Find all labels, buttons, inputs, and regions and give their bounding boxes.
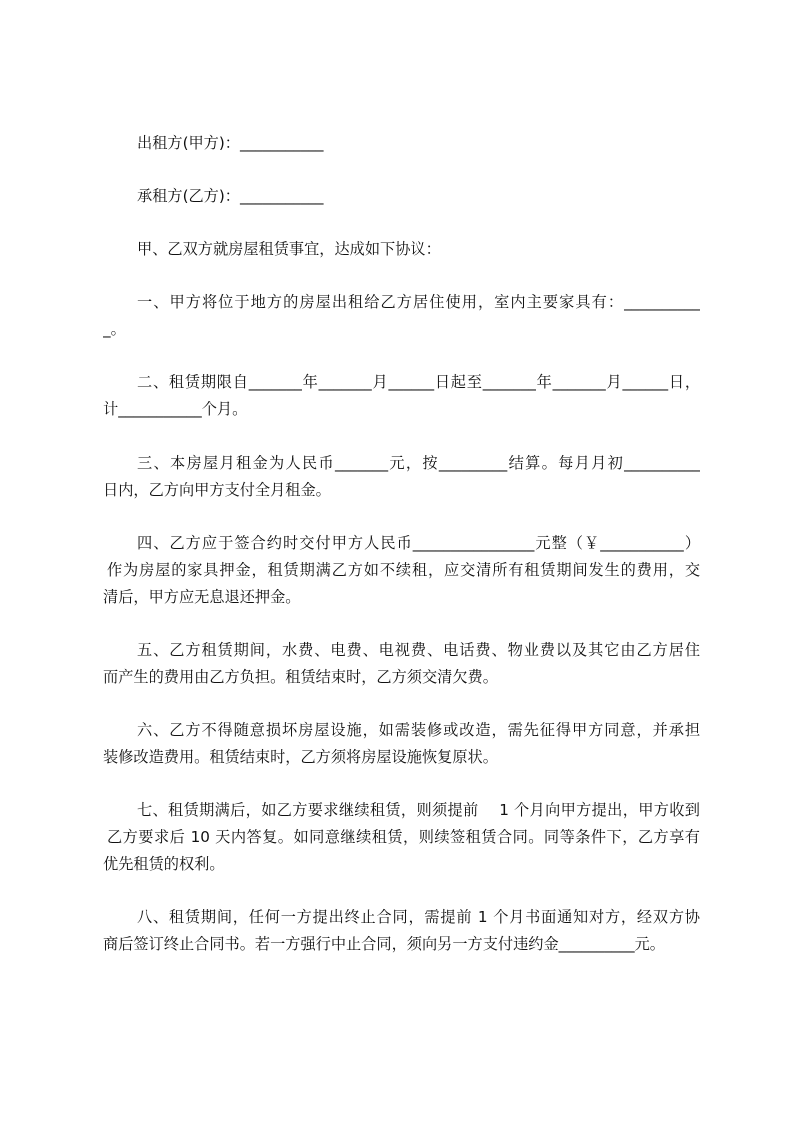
clause-8-line-1: 八、租赁期间，任何一方提出终止合同，需提前 1 个月书面通知对方，经双方协 (137, 908, 700, 926)
clause-3-line-1: 三、本房屋月租金为人民币_______元，按_________结算。每月月初__________ (137, 454, 700, 472)
clause-2-line-1: 二、租赁期限自_______年_______月______日起至_______年_______月______日， (137, 373, 700, 391)
lessee-line: 承租方(乙方)：___________ (137, 187, 324, 205)
clause-3-line-2: 日内，乙方向甲方支付全月租金。 (103, 481, 331, 499)
clause-2-line-2: 计___________个月。 (103, 400, 248, 418)
clause-6-line-2: 装修改造费用。租赁结束时，乙方须将房屋设施恢复原状。 (103, 748, 498, 766)
lessor-line: 出租方(甲方)：___________ (137, 134, 324, 152)
clause-1-line-1: 一、甲方将位于地方的房屋出租给乙方居住使用，室内主要家具有：__________ (137, 293, 700, 311)
intro-line: 甲、乙双方就房屋租赁事宜，达成如下协议： (137, 240, 441, 258)
clause-1-line-2: _。 (103, 320, 126, 338)
clause-6-line-1: 六、乙方不得随意损坏房屋设施，如需装修或改造，需先征得甲方同意，并承担 (137, 721, 700, 739)
clause-8-line-2: 商后签订终止合同书。若一方强行中止合同，须向另一方支付违约金__________元。 (103, 935, 665, 953)
clause-5-line-1: 五、乙方租赁期间，水费、电费、电视费、电话费、物业费以及其它由乙方居住 (137, 641, 700, 659)
clause-5-line-2: 而产生的费用由乙方负担。租赁结束时，乙方须交清欠费。 (103, 668, 498, 686)
clause-7-line-3: 优先租赁的权利。 (103, 855, 225, 873)
clause-7-line-2: 乙方要求后 10 天内答复。如同意继续租赁，则续签租赁合同。同等条件下，乙方享有 (107, 828, 700, 846)
clause-4-line-1: 四、乙方应于签合约时交付甲方人民币________________元整（￥___________） (137, 534, 700, 552)
clause-4-line-3: 清后，甲方应无息退还押金。 (103, 588, 301, 606)
clause-7-line-1: 七、租赁期满后，如乙方要求继续租赁，则须提前 1 个月向甲方提出，甲方收到 (137, 801, 700, 819)
clause-4-line-2: 作为房屋的家具押金，租赁期满乙方如不续租，应交清所有租赁期间发生的费用，交 (107, 561, 700, 579)
